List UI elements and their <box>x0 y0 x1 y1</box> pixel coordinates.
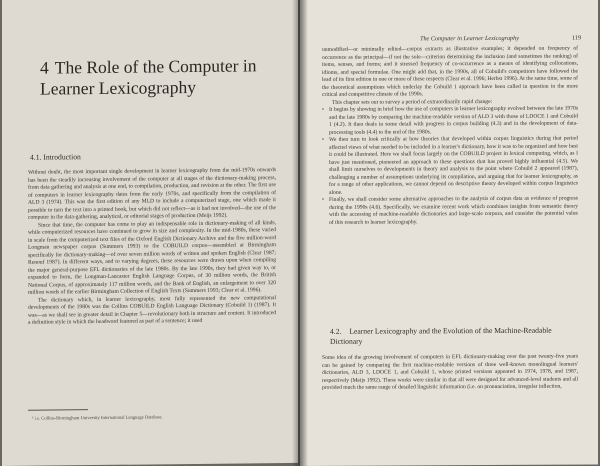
footnote: ¹ i.e. Collins-Birmingham University International Language Database. <box>32 414 163 421</box>
page-number: 119 <box>572 34 582 42</box>
paragraph: Since that time, the computer has come to play an indispensable role in dictionary-making of all kinds, while computerized resources have continued to grow in size and complexity. In the mid-1980s, these varied in scale from the computerized text files of the Oxford English Dictionary Archive and the five million-word Longman newspaper corpus (Summers 1993) to the COBUILD corpus—assembled at Birmingham specifically for dictionary-making—of over seven million words of written and spoken English (Clear 1987; Renouf 1987). In different ways, and to varying degrees, these resources were drawn upon when compiling the major general-purpose EFL dictionaries of the late 1980s. By the late 1990s, they had given way to, or expanded to form, the Longman-Lancaster English Language Corpus, of 30 million words, the British National Corpus, of approximately 117 million words, and the Bank of English, an enlargement to over 320 million words of the earlier Birmingham Collection of English Texts (Summers 1993; Clear et al. 1996). <box>28 219 276 296</box>
bullet-item: • We then turn to look critically at how theories that developed within corpus linguistics during that period affected views of what needed to be included in a learner's dictionary, how it was to be organized and how best it could be illustrated. Here we shall focus largely on the COBUILD project in lexical computing, which, as I have just mentioned, pioneered an approach to these questions that has proved highly influential (4.5). We shall limit ourselves to developments in theory and analysis to the point where Cobuild 2 appeared (1987), challenging a number of assumptions underlying its compilation, and arguing that for learner lexicography, as for a range of other applications, we cannot depend on descriptive theory developed within corpus linguistics alone. <box>322 136 578 197</box>
section-heading-introduction: 4.1. Introduction <box>30 152 81 162</box>
bullet-item: • Finally, we shall consider some alternative approaches to the analysis of corpus data as evidence of progress during the 1990s (4.6). Specifically, we examine recent work which combines insights from semantic theory with the accessing of machine-readable dictionaries and large-scale corpora, and consider the potential value of this research to learner lexicography. <box>322 196 578 227</box>
chapter-title-text: The Role of the Computer in Learner Lexicography <box>40 55 257 99</box>
running-head: The Computer in Learner Lexicography <box>420 34 519 43</box>
book-gutter <box>292 0 308 466</box>
left-body-text <box>28 167 276 327</box>
left-page <box>2 0 298 466</box>
section-title: Learner Lexicography and the Evolution of the Machine-Readable Dictionary <box>330 325 552 346</box>
bullet-list <box>322 106 578 227</box>
paragraph: Some idea of the growing involvement of computers in EFL dictionary-making over the past twenty-five years can be gained by comparing the first machine-readable versions of three well-known monolingual learners' dictionaries, ALD 3, LDOCE 1, and Cobuild 1, whose printed versions appeared in 1974, 1978, and 1987, respectively (Meijs 1992). These works were similar in that all were designed for advanced-level students and all provided much the same range of detailed linguistic information (i.e. on pronunciation, irregular inflection, <box>322 353 578 391</box>
footnote-rule <box>28 409 88 411</box>
chapter-title <box>40 55 270 99</box>
right-body-text <box>322 46 578 227</box>
section-heading-evolution <box>330 326 560 347</box>
bullet-item: • It begins by showing in brief how the use of computers in learner lexicography evolved between the late 1970s and the late 1980s by comparing the machine-readable version of ALD 3 with those of LDOCE 1 and Cobuild 1 (4.2). It then deals in some detail with progress in corpus building (4.3) and in the development of data-processing tools (4.4) to the end of the 1980s. <box>322 106 578 137</box>
right-section-body <box>322 354 578 393</box>
right-page <box>300 0 598 466</box>
paragraph: The dictionary which, in learner lexicography, most fully represented the new computational developments of the 1980s was the Collins COBUILD English Language Dictionary (Cobuild 1) (1987). It was—as we shall see in greater detail in Chapter 5—revolutionary both in structure and content. It introduced a definition style in which the headword featured as part of a sentence; it used <box>28 294 276 326</box>
chapter-number: 4 <box>40 57 49 78</box>
section-number: 4.2. <box>330 326 342 336</box>
paragraph: This chapter sets out to survey a period of extraordinarily rapid change: <box>332 98 493 106</box>
paragraph: Without doubt, the most important single development in learner lexicography from the mid-1970s onwards has been the steadily increasing involvement of the computer at all stages of the dictionary-making process, from data gathering and analysis at one end, to compilation, production, and revision at the other. The first use of computers in learner lexicography dates from the early 1970s, and specifically from the compilation of ALD 3 (1974). This was the first edition of any MLD to include a computerized stage, one which made it possible to turn the text into a printed book, but which did not reflect—as it had not involved—the use of the computer in the data-gathering, analytical, or editorial stages of production (Meijs 1992). <box>28 167 276 221</box>
paragraph: unmodified—or minimally edited—corpus extracts as illustrative examples; it depended on frequency of occurrence as the principal—if not the sole—criterion determining the inclusion (and sometimes the ranking) of items, senses, and forms; and it stressed frequency of co-occurrence as a means of identifying collocations, idioms, and special formulae. One might add that, in the 1990s, all of Cobuild's competitors have followed the lead of its first edition in one or more of these respects (Clear et al. 1996; Herbst 1996). At the same time, some of the theoretical assumptions which underlay the Cobuild 1 approach have been called in question in the more critical and competitive climate of the 1990s. <box>322 45 578 98</box>
